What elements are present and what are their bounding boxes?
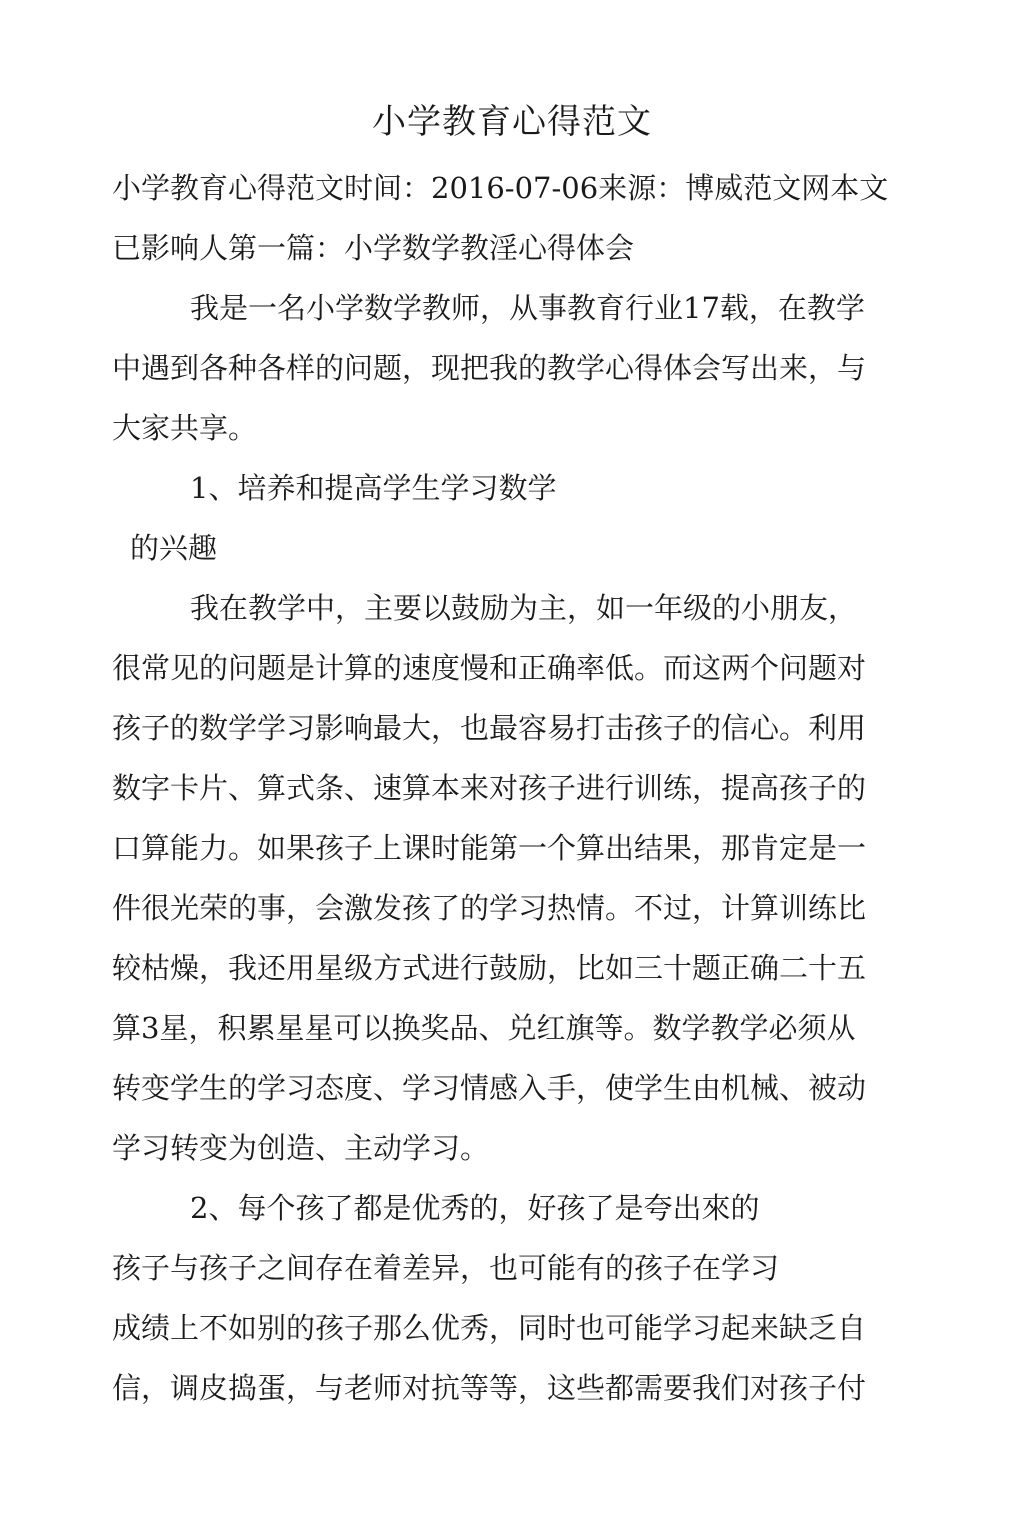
- text-line: 孩子与孩子之间存在着差异，也可能有的孩子在学习: [112, 1251, 780, 1285]
- text-line: 大家共享。: [112, 411, 258, 445]
- document-title: 小学教育心得范文: [372, 102, 652, 142]
- text-line: 的兴趣: [130, 531, 218, 565]
- text-line: 算3星，积累星星可以换奖品、兑红旗等。数学教学必须从: [112, 1011, 856, 1045]
- text-line: 2、每个孩了都是优秀的，好孩了是夸出來的: [190, 1191, 760, 1225]
- text-line: 我是一名小学数学教师，从事教育行业17载，在教学: [190, 291, 865, 325]
- text-line: 我在教学中，主要以鼓励为主，如一年级的小朋友，: [190, 591, 858, 625]
- text-line: 成绩上不如别的孩子那么优秀，同时也可能学习起来缺乏自: [112, 1311, 867, 1345]
- text-line: 件很光荣的事，会激发孩了的学习热情。不过，计算训练比: [112, 891, 867, 925]
- text-line: 小学教育心得范文时间：2016-07-06来源：博威范文网本文: [112, 171, 889, 205]
- text-line: 孩子的数学学习影响最大，也最容易打击孩子的信心。利用: [112, 711, 867, 745]
- text-line: 信，调皮捣蛋，与老师对抗等等，这些都需要我们对孩子付: [112, 1371, 867, 1405]
- text-line: 数字卡片、算式条、速算本来对孩子进行训练，提高孩子的: [112, 771, 867, 805]
- text-line: 中遇到各种各样的问题，现把我的教学心得体会写出来，与: [112, 351, 867, 385]
- text-line: 很常见的问题是计算的速度慢和正确率低。而这两个问题对: [112, 651, 867, 685]
- text-line: 已影响人第一篇：小学数学教淫心得体会: [112, 231, 635, 265]
- text-line: 学习转变为创造、主动学习。: [112, 1131, 490, 1165]
- text-line: 转变学生的学习态度、学习情感入手，使学生由机械、被动: [112, 1071, 867, 1105]
- text-line: 口算能力。如果孩子上课时能第一个算出结果，那肯定是一: [112, 831, 867, 865]
- text-line: 较枯燥，我还用星级方式进行鼓励，比如三十题正确二十五: [112, 951, 867, 985]
- text-line: 1、培养和提高学生学习数学: [190, 471, 557, 505]
